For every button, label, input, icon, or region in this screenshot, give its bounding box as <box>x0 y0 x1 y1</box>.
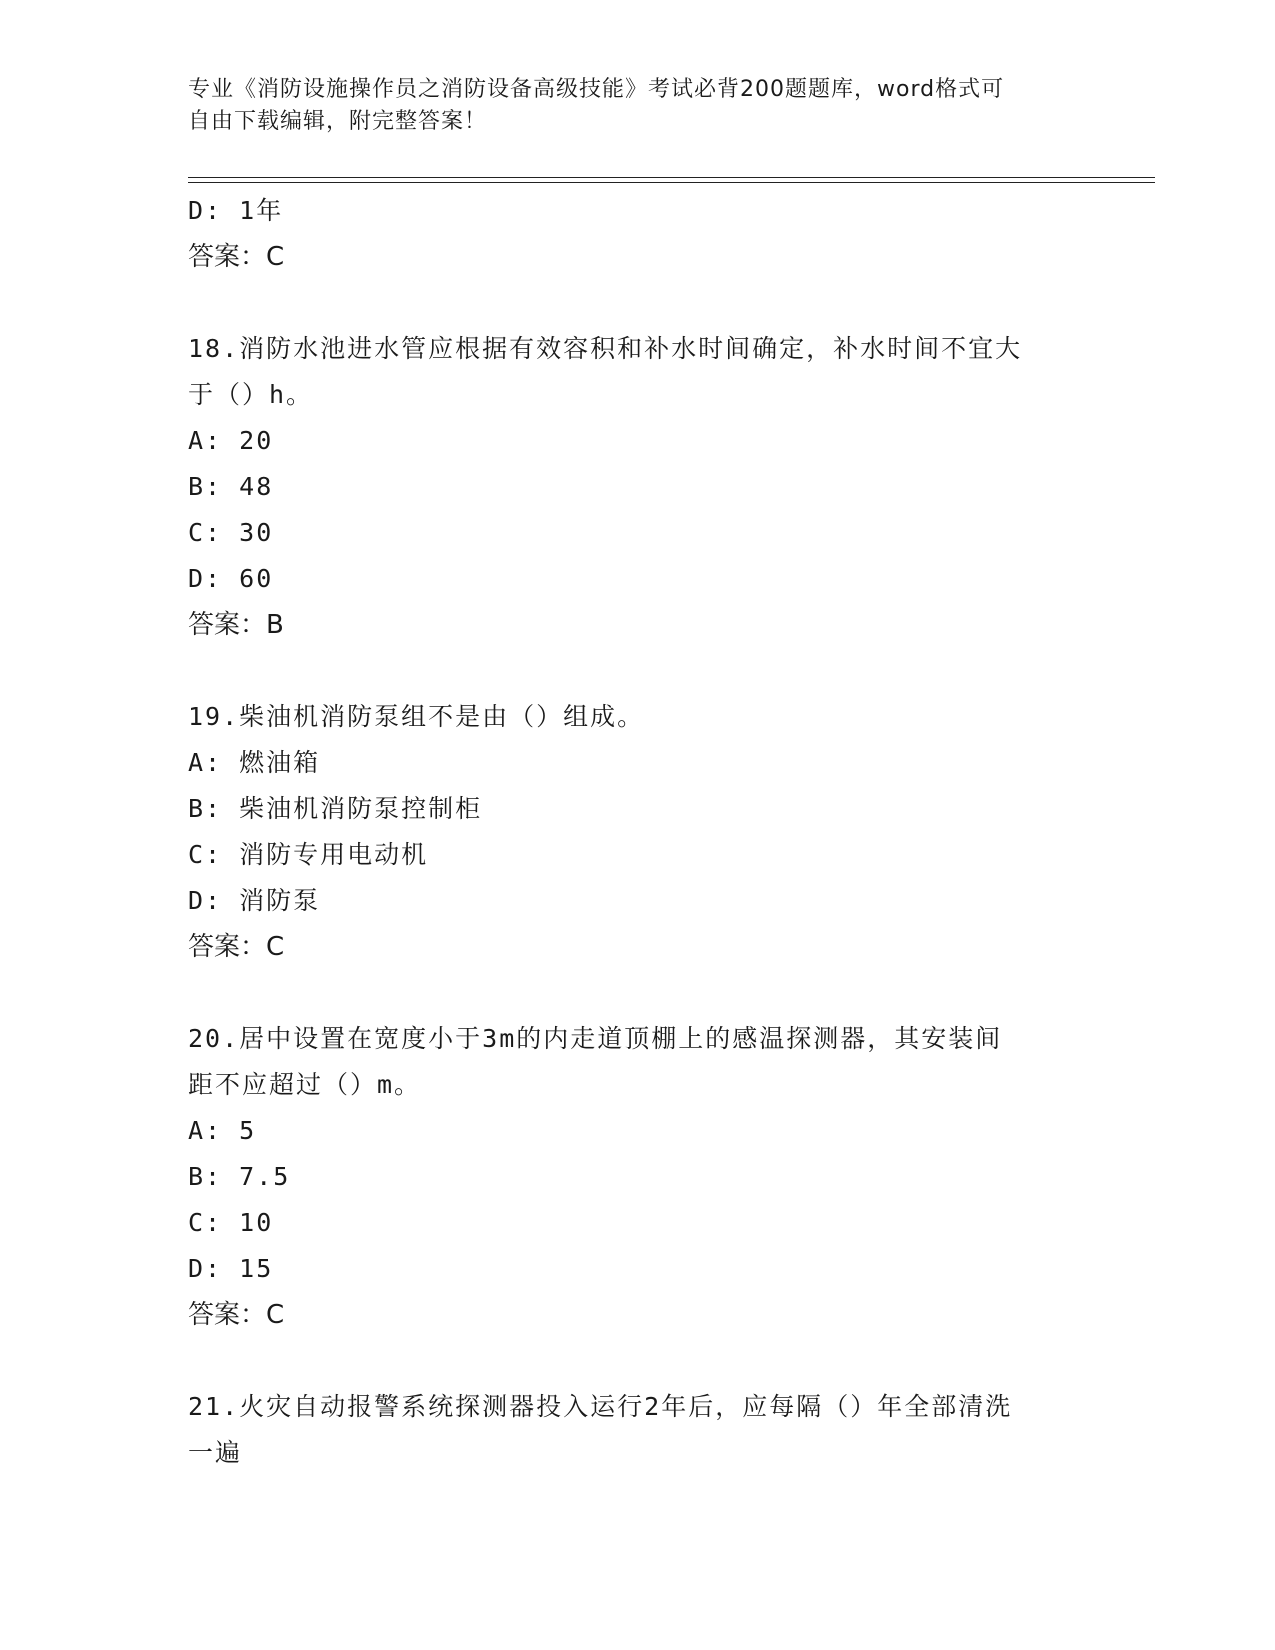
question-stem-line-2: 一遍 <box>188 1438 243 1467</box>
option-c: C: 消防专用电动机 <box>188 840 429 869</box>
option-b: B: 48 <box>188 472 274 501</box>
prev-option-d: D: 1年 <box>188 196 284 225</box>
question-list <box>188 188 1088 1476</box>
document-header <box>188 74 1068 138</box>
spacer <box>188 1338 1088 1384</box>
spacer <box>188 280 1088 326</box>
prev-answer: 答案：C <box>188 242 285 272</box>
option-c: C: 30 <box>188 518 274 547</box>
option-d: D: 消防泵 <box>188 886 321 915</box>
option-b: B: 柴油机消防泵控制柜 <box>188 794 483 823</box>
question-18 <box>188 326 1088 648</box>
question-stem-line-1: 19.柴油机消防泵组不是由（）组成。 <box>188 702 645 731</box>
question-stem-line-2: 距不应超过（）m。 <box>188 1070 422 1099</box>
question-19 <box>188 694 1088 970</box>
spacer <box>188 648 1088 694</box>
question-stem-line-2: 于（）h。 <box>188 380 314 409</box>
header-line-2: 自由下载编辑，附完整答案！ <box>188 109 488 134</box>
header-divider-top <box>188 177 1155 178</box>
option-c: C: 10 <box>188 1208 274 1237</box>
option-a: A: 20 <box>188 426 274 455</box>
answer: 答案：C <box>188 1300 285 1330</box>
question-stem-line-1: 21.火灾自动报警系统探测器投入运行2年后，应每隔（）年全部清洗 <box>188 1392 1013 1421</box>
header-divider-bottom <box>188 182 1155 183</box>
question-21 <box>188 1384 1088 1476</box>
header-line-1: 专业《消防设施操作员之消防设备高级技能》考试必背200题题库，word格式可 <box>188 77 1005 102</box>
option-d: D: 15 <box>188 1254 274 1283</box>
answer: 答案：B <box>188 610 284 640</box>
option-a: A: 燃油箱 <box>188 748 321 777</box>
option-a: A: 5 <box>188 1116 257 1145</box>
question-stem-line-1: 20.居中设置在宽度小于3m的内走道顶棚上的感温探测器，其安装间 <box>188 1024 1003 1053</box>
question-20 <box>188 1016 1088 1338</box>
option-b: B: 7.5 <box>188 1162 291 1191</box>
answer: 答案：C <box>188 932 285 962</box>
question-stem-line-1: 18.消防水池进水管应根据有效容积和补水时间确定，补水时间不宜大 <box>188 334 1023 363</box>
option-d: D: 60 <box>188 564 274 593</box>
spacer <box>188 970 1088 1016</box>
